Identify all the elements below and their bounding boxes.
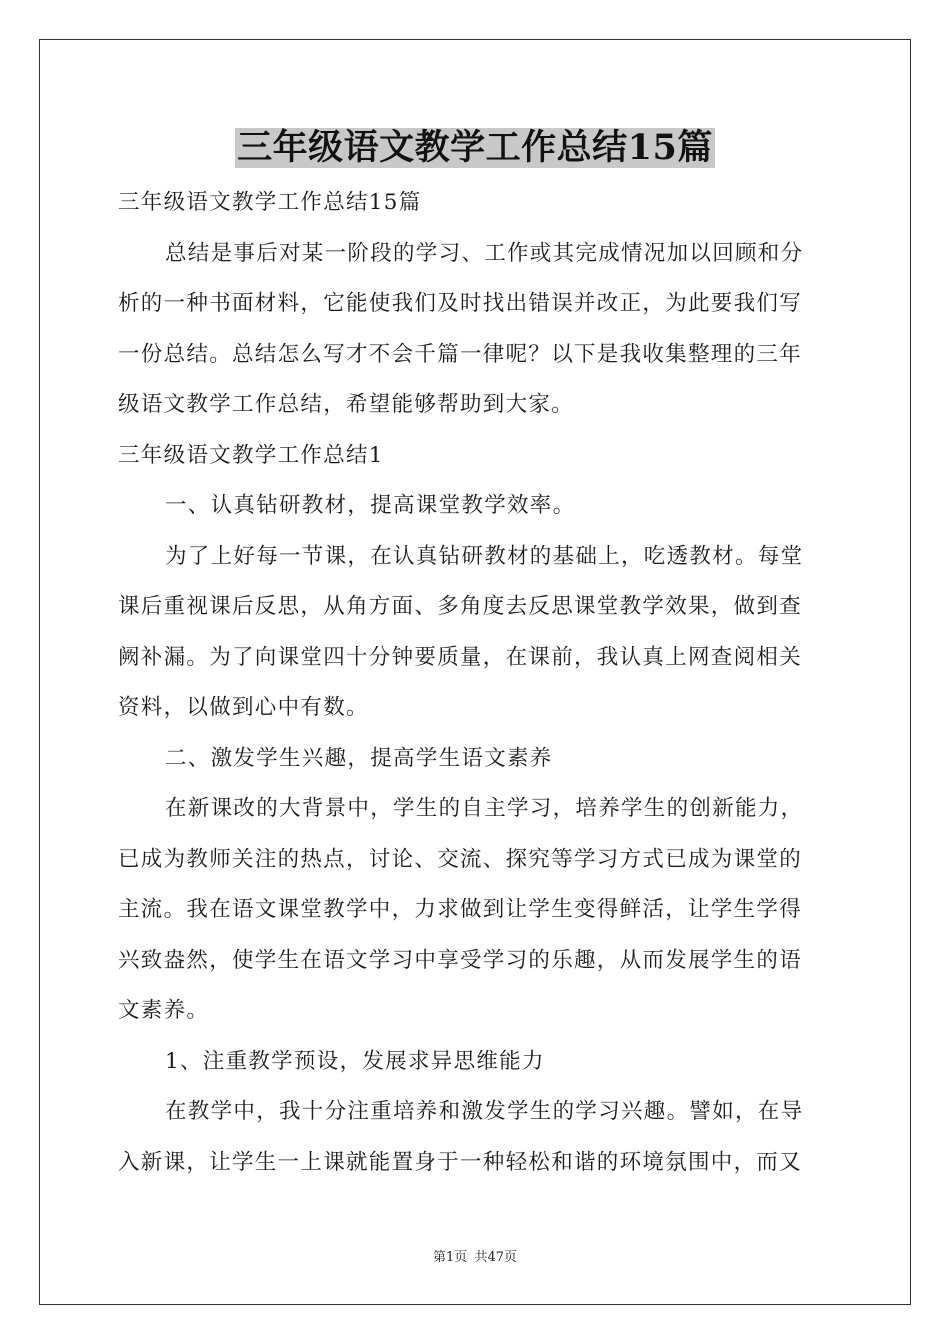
text-line: 文素养。 <box>118 998 210 1023</box>
text-line: 入新课，让学生一上课就能置身于一种轻松和谐的环境氛围中，而又 <box>118 1149 803 1175</box>
title-wrapper <box>0 128 950 168</box>
text-line: 1、注重教学预设，发展求异思维能力 <box>165 1048 545 1074</box>
text-line: 一份总结。总结怎么写才不会千篇一律呢？以下是我收集整理的三年 <box>118 341 803 367</box>
text-line: 为了上好每一节课，在认真钻研教材的基础上，吃透教材。每堂 <box>165 543 804 569</box>
text-line: 级语文教学工作总结，希望能够帮助到大家。 <box>118 392 575 417</box>
page-footer <box>0 1246 950 1265</box>
document-title: 三年级语文教学工作总结15篇 <box>237 127 713 168</box>
text-line: 主流。我在语文课堂教学中，力求做到让学生变得鲜活，让学生学得 <box>118 897 803 922</box>
text-line: 在新课改的大背景中，学生的自主学习，培养学生的创新能力， <box>165 796 804 821</box>
page-total: 共47页 <box>474 1250 517 1265</box>
text-line: 兴致盎然，使学生在语文学习中享受学习的乐趣，从而发展学生的语 <box>118 947 803 973</box>
text-line: 一、认真钻研教材，提高课堂教学效率。 <box>165 493 576 518</box>
text-line: 二、激发学生兴趣，提高学生语文素养 <box>165 745 553 771</box>
document-body <box>118 178 838 1188</box>
text-line: 资料，以做到心中有数。 <box>118 695 369 720</box>
text-line: 阙补漏。为了向课堂四十分钟要质量，在课前，我认真上网查阅相关 <box>118 644 803 670</box>
text-line: 已成为教师关注的热点，讨论、交流、探究等学习方式已成为课堂的 <box>118 846 803 872</box>
text-line: 析的一种书面材料，它能使我们及时找出错误并改正，为此要我们写 <box>118 291 803 316</box>
text-line: 在教学中，我十分注重培养和激发学生的学习兴趣。譬如，在导 <box>165 1099 804 1124</box>
text-line: 总结是事后对某一阶段的学习、工作或其完成情况加以回顾和分 <box>165 240 804 266</box>
text-line: 课后重视课后反思，从角方面、多角度去反思课堂教学效果，做到查 <box>118 594 803 619</box>
text-line: 三年级语文教学工作总结15篇 <box>118 190 422 215</box>
page-number: 第1页 <box>433 1250 468 1265</box>
text-line: 三年级语文教学工作总结1 <box>118 442 384 468</box>
